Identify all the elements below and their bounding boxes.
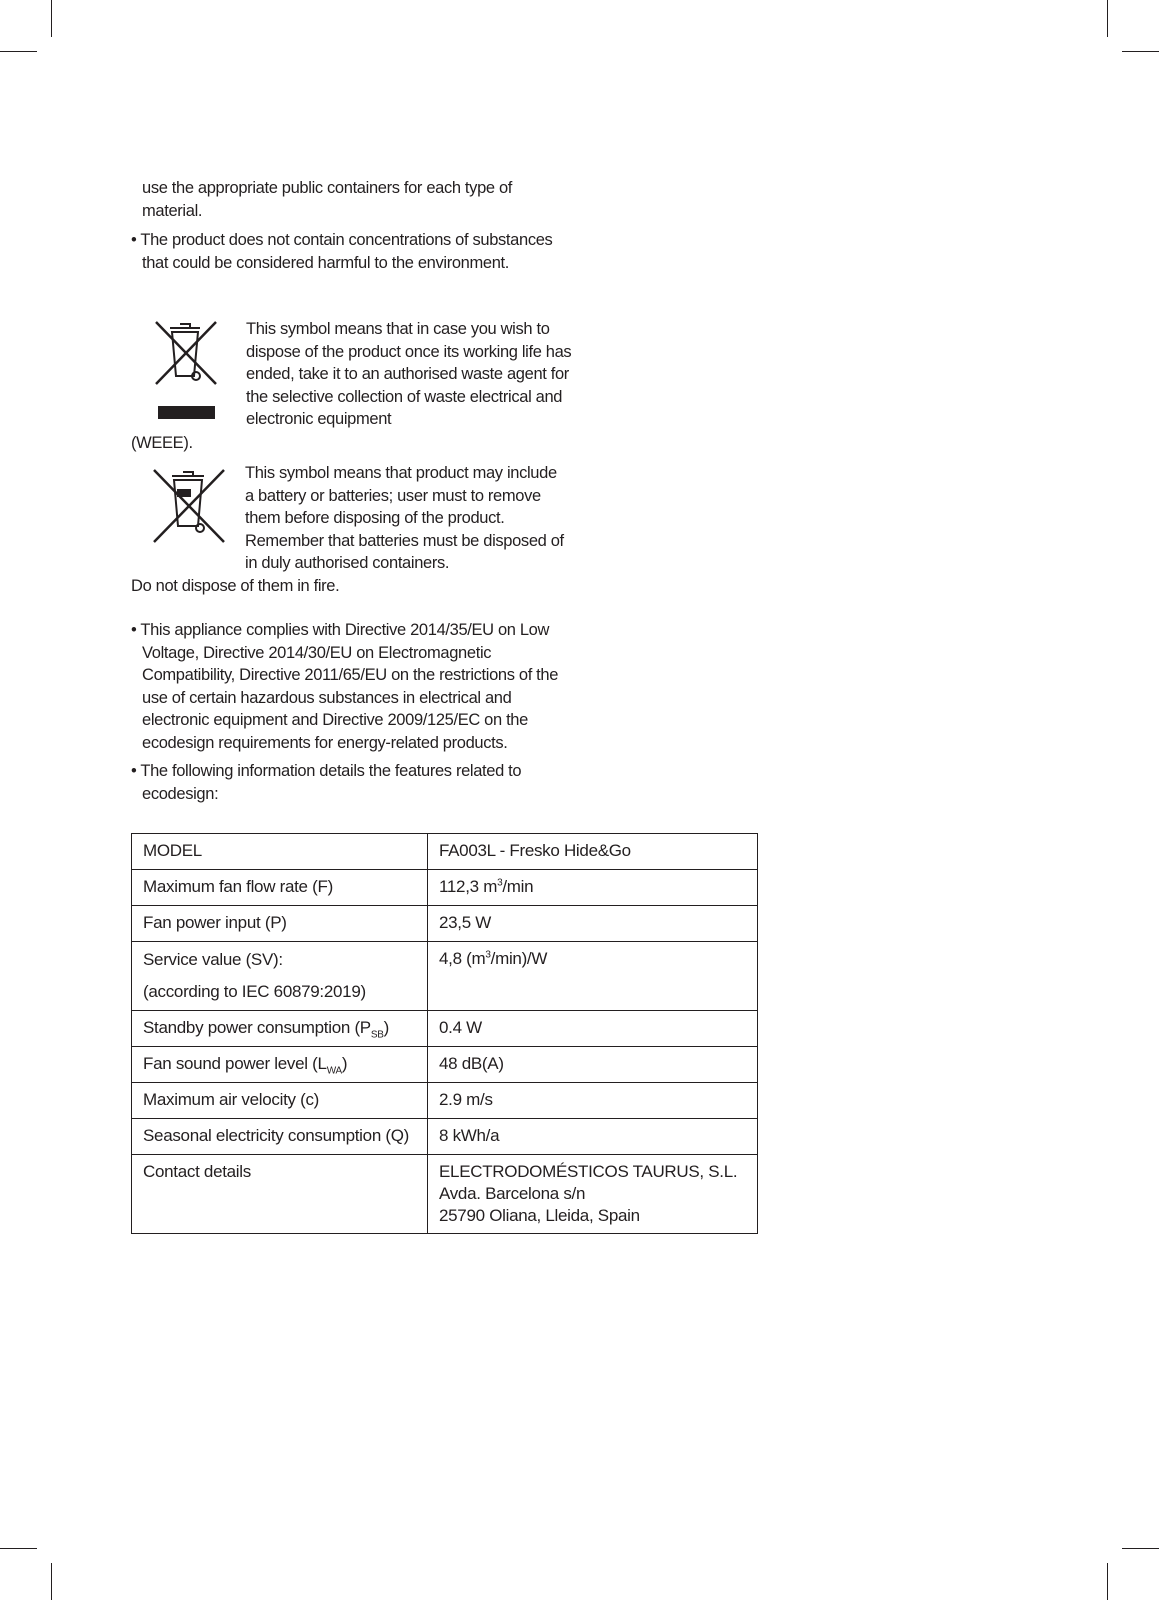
crop-mark bbox=[51, 1563, 52, 1600]
compliance-section bbox=[131, 619, 571, 805]
table-row bbox=[132, 1083, 758, 1119]
weee-symbol-text bbox=[246, 318, 576, 431]
crop-mark bbox=[1122, 1548, 1159, 1549]
crossed-out-wheelie-bin-icon bbox=[150, 318, 222, 424]
intro-section bbox=[131, 177, 571, 274]
table-row bbox=[132, 870, 758, 906]
seasonal-label: Seasonal electricity consumption (Q) bbox=[132, 1119, 428, 1155]
crop-mark bbox=[1122, 51, 1159, 52]
contact-street: Avda. Barcelona s/n bbox=[439, 1184, 586, 1203]
table-row bbox=[132, 1047, 758, 1083]
bullet-harmful-substances: • The product does not contain concentrations of substances that could be considered harmful to the environment. bbox=[131, 231, 553, 272]
contact-value bbox=[428, 1155, 758, 1234]
model-label: MODEL bbox=[132, 834, 428, 870]
sound-value: 48 dB(A) bbox=[428, 1047, 758, 1083]
crop-mark bbox=[0, 51, 37, 52]
velocity-value: 2.9 m/s bbox=[428, 1083, 758, 1119]
contact-company: ELECTRODOMÉSTICOS TAURUS, S.L. bbox=[439, 1162, 738, 1181]
ecodesign-spec-table bbox=[131, 833, 758, 1234]
model-value: FA003L - Fresko Hide&Go bbox=[428, 834, 758, 870]
battery-tail-text: Do not dispose of them in fire. bbox=[131, 577, 340, 595]
service-value-label bbox=[132, 942, 428, 1011]
table-row bbox=[132, 834, 758, 870]
contact-label: Contact details bbox=[132, 1155, 428, 1234]
service-value: 4,8 $(m^3/\min)/W$ bbox=[428, 942, 758, 1011]
continuation-paragraph: use the appropriate public containers for each type of material. bbox=[142, 179, 513, 220]
bullet-ecodesign: • The following information details the features related to ecodesign: bbox=[131, 762, 522, 803]
battery-tail bbox=[131, 575, 339, 598]
contact-city: 25790 Oliana, Lleida, Spain bbox=[439, 1206, 640, 1225]
bullet-directives: • This appliance complies with Directive 2014/35/EU on Low Voltage, Directive 2014/30/EU on Electromagnetic Compatibility, Directive 2011/65/EU on the restrictions of the use of certain hazardous substances in electrical and electronic equipment and Directive 2009/125/EC on the ecodesign requirements for energy-related products. bbox=[131, 621, 559, 752]
service-value-title: Service value (SV): bbox=[143, 950, 283, 969]
table-row bbox=[132, 1011, 758, 1047]
bullet-text: The product does not contain concentrations of substances that could be considered harmful to the environment. bbox=[140, 231, 553, 272]
flow-label: Maximum fan flow rate (F) bbox=[132, 870, 428, 906]
standby-value: 0.4 W bbox=[428, 1011, 758, 1047]
crossed-out-bin-battery-icon bbox=[150, 468, 228, 546]
velocity-label: Maximum air velocity (c) bbox=[132, 1083, 428, 1119]
seasonal-value: 8 kWh/a bbox=[428, 1119, 758, 1155]
flow-value: 112,3 $m^3/\min$ bbox=[428, 870, 758, 906]
weee-tail bbox=[131, 432, 193, 455]
table-row bbox=[132, 1119, 758, 1155]
power-value: 23,5 W bbox=[428, 906, 758, 942]
table-row bbox=[132, 906, 758, 942]
service-value-note: (according to IEC 60879:2019) bbox=[143, 982, 366, 1001]
weee-tail-text: (WEEE). bbox=[131, 434, 193, 452]
weee-description: This symbol means that in case you wish to dispose of the product once its working life has ended, take it to an authorised waste agent for the selective collection of waste electrical and electronic equipment bbox=[246, 320, 572, 428]
crop-mark bbox=[1107, 1563, 1108, 1600]
bullet-text: This appliance complies with Directive 2014/35/EU on Low Voltage, Directive 2014/30/EU on Electromagnetic Compatibility, Directive 2011/65/EU on the restrictions of the use of certain hazardous substances in electrical and electronic equipment and Directive 2009/125/EC on the ecodesign requirements for energy-related products. bbox=[140, 621, 559, 752]
crop-mark bbox=[51, 0, 52, 37]
bullet-text: The following information details the features related to ecodesign: bbox=[140, 762, 522, 803]
table-row bbox=[132, 942, 758, 1011]
battery-symbol-text bbox=[245, 462, 565, 575]
sound-label: Fan sound power level $(L_{WA})$ bbox=[132, 1047, 428, 1083]
crop-mark bbox=[0, 1548, 37, 1549]
table-row bbox=[132, 1155, 758, 1234]
crop-mark bbox=[1107, 0, 1108, 37]
power-label: Fan power input (P) bbox=[132, 906, 428, 942]
battery-description: This symbol means that product may include a battery or batteries; user must to remove them before disposing of the product. Remember that batteries must be disposed of in duly authorised containers. bbox=[245, 464, 564, 572]
standby-label: Standby power consumption $(P_{SB})$ bbox=[132, 1011, 428, 1047]
